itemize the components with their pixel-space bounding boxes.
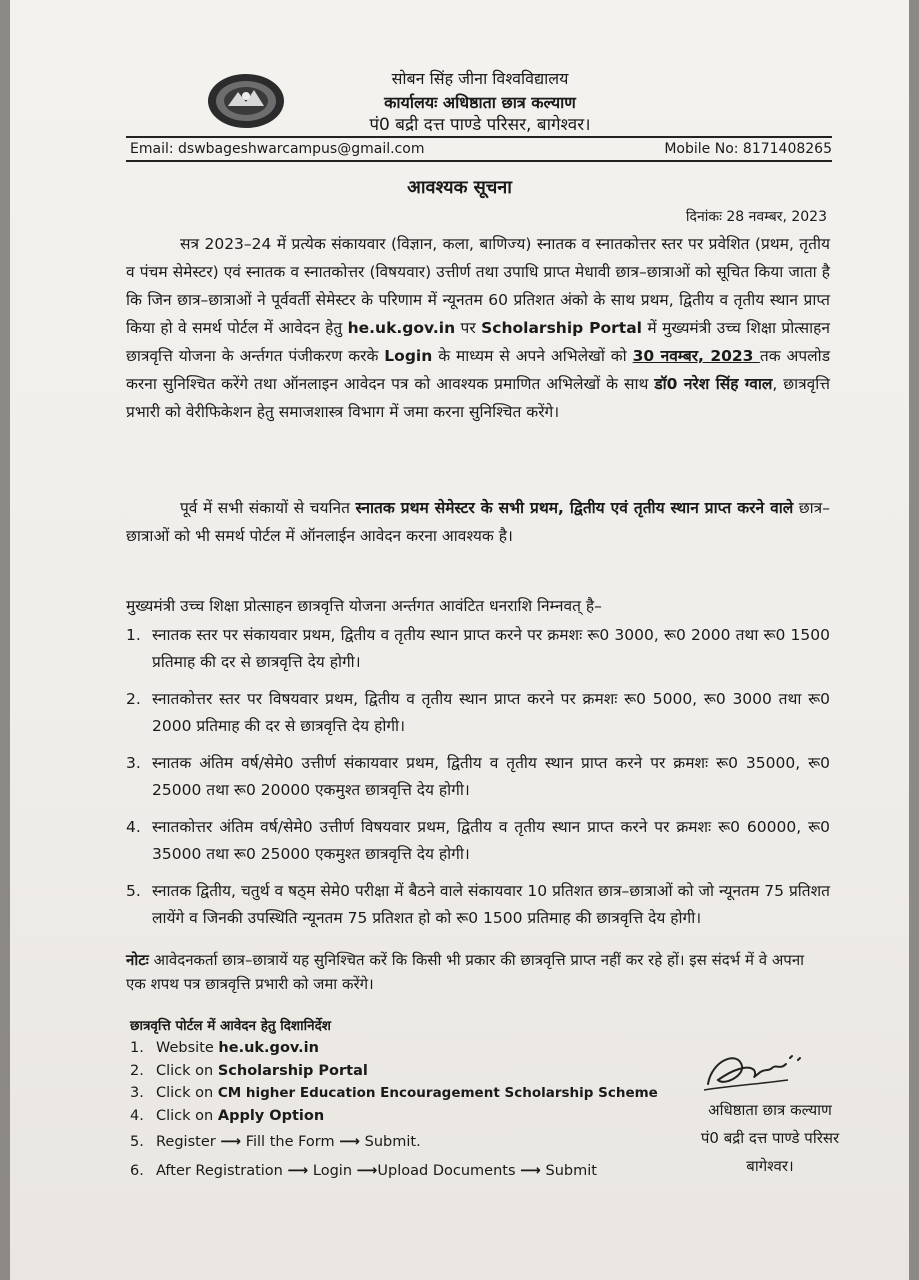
- list-item: 2. स्नातकोत्तर स्तर पर विषयवार प्रथम, द्वितीय व तृतीय स्थान प्राप्त करने पर क्रमशः रू0 5000, रू0 3000 तथा रू0 2000 प्रतिमाह की दर से छात्रवृत्ति देय होगी।: [126, 690, 830, 735]
- note-text: नोटः आवेदनकर्ता छात्र–छात्रायें यह सुनिश्चित करें कि किसी भी प्रकार की छात्रवृत्ति प्राप्त नहीं कर रहे हों। इस संदर्भ में वे अपना एक शपथ पत्र छात्रवृत्ति प्रभारी को जमा करेंगे।: [126, 951, 805, 993]
- portal-name: Scholarship Portal: [481, 319, 642, 337]
- list-item: 1. स्नातक स्तर पर संकायवार प्रथम, द्वितीय व तृतीय स्थान प्राप्त करने पर क्रमशः रू0 3000, रू0 2000 तथा रू0 1500 प्रतिमाह की दर से छात्रवृत्ति देय होगी।: [126, 626, 830, 671]
- list-item: 4. स्नातकोत्तर अंतिम वर्ष/सेमे0 उत्तीर्ण विषयवार प्रथम, द्वितीय व तृतीय स्थान प्राप्त करने पर क्रमशः रू0 60000, रू0 35000 तथा रू0 25000 एकमुश्त छात्रवृत्ति देय होगी।: [126, 818, 830, 863]
- arrow-icon: ⟶: [220, 1134, 242, 1150]
- guidelines-list: [130, 1037, 658, 1182]
- arrow-icon: ⟶: [339, 1134, 361, 1150]
- campus-name: पं0 बद्री दत्त पाण्डे परिसर, बागेश्वर।: [369, 115, 591, 135]
- deadline-date: 30 नवम्बर, 2023: [632, 347, 760, 365]
- mobile-text: Mobile No: 8171408265: [664, 141, 832, 157]
- notice-paragraph-2: पूर्व में सभी संकायों से चयनित स्नातक प्रथम सेमेस्टर के सभी प्रथम, द्वितीय एवं तृतीय स्थान प्राप्त करने वाले छात्र–छात्राओं को भी समर्थ पोर्टल में ऑनलाईन आवेदन करना आवश्यक है।: [126, 499, 830, 545]
- signature-block: [650, 1096, 890, 1180]
- guidelines-title: छात्रवृत्ति पोर्टल में आवेदन हेतु दिशानिर्देश: [130, 1018, 331, 1034]
- list-item: 6. After Registration ⟶ Login ⟶Upload Documents ⟶ Submit: [130, 1162, 597, 1179]
- header-rule-bottom: [126, 160, 832, 162]
- arrow-icon: ⟶: [356, 1162, 378, 1179]
- signatory-campus: पं0 बद्री दत्त पाण्डे परिसर: [700, 1129, 840, 1147]
- signature-mark: [698, 1040, 818, 1100]
- list-item: 3. स्नातक अंतिम वर्ष/सेमे0 उत्तीर्ण संकायवार प्रथम, द्वितीय व तृतीय स्थान प्राप्त करने पर क्रमशः रू0 35000, रू0 25000 तथा रू0 20000 एकमुश्त छात्रवृत्ति देय होगी।: [126, 754, 830, 799]
- university-logo: [206, 72, 286, 130]
- list-item: 3. Click on CM higher Education Encouragement Scholarship Scheme: [130, 1085, 658, 1101]
- list-item: 1. Website he.uk.gov.in: [130, 1040, 319, 1056]
- list-item: 4. Click on Apply Option: [130, 1107, 325, 1124]
- notice-date: दिनांकः 28 नवम्बर, 2023: [685, 209, 827, 225]
- arrow-icon: ⟶: [287, 1162, 309, 1179]
- list-item: 5. स्नातक द्वितीय, चतुर्थ व षठ्म सेमे0 परीक्षा में बैठने वाले संकायवार 10 प्रतिशत छात्र–छात्राओं को जो न्यूनतम 75 प्रतिशत लायेंगे व जिनकी उपस्थिति न्यूनतम 75 प्रतिशत हो को रू0 1500 प्रतिमाह की छात्रवृत्ति देय होगी।: [126, 882, 830, 927]
- notice-paragraph-1: सत्र 2023–24 में प्रत्येक संकायवार (विज्ञान, कला, बाणिज्य) स्नातक व स्नातकोत्तर स्तर पर प्रवेशित (प्रथम, तृतीय व पंचम सेमेस्टर) एवं स्नातक व स्नातकोत्तर (विषयवार) उत्तीर्ण तथा उपाधि प्राप्त मेधावी छात्र–छात्राओं को सूचित किया जाता है कि जिन छात्र–छात्राओं ने पूर्ववर्ती सेमेस्टर के परिणाम में न्यूनतम 60 प्रतिशत अंको के साथ प्रथम, द्वितीय व तृतीय स्थान प्राप्त किया हो वे समर्थ पोर्टल में आवेदन हेतु he.uk.gov.in पर Scholarship Portal में मुख्यमंत्री उच्च शिक्षा प्रोत्साहन छात्रवृत्ति योजना के अर्न्तगत पंजीकरण करके Login के माध्यम से अपने अभिलेखों को 30 नवम्बर, 2023 तक अपलोड करना सुनिश्चित करेंगे तथा ऑनलाइन आवेदन पत्र को आवश्यक प्रमाणित अभिलेखों के साथ डॉ0 नरेश सिंह ग्वाल, छात्रवृत्ति प्रभारी को वेरीफिकेशन हेतु समाजशास्त्र विभाग में जमा करना सुनिश्चित करेंगे।: [126, 235, 831, 421]
- arrow-icon: ⟶: [520, 1162, 541, 1179]
- signatory-place: बागेश्वर।: [746, 1157, 794, 1175]
- signatory-designation: अधिष्ठाता छात्र कल्याण: [708, 1101, 832, 1119]
- header-rule-top: [126, 136, 832, 138]
- amounts-list: [126, 622, 830, 932]
- office-name: कार्यालयः अधिष्ठाता छात्र कल्याण: [384, 93, 576, 112]
- notice-title: आवश्यक सूचना: [407, 177, 512, 198]
- incharge-name: डॉ0 नरेश सिंह ग्वाल: [654, 375, 773, 393]
- university-name: सोबन सिंह जीना विश्वविद्यालय: [391, 69, 569, 88]
- amounts-intro: मुख्यमंत्री उच्च शिक्षा प्रोत्साहन छात्रवृत्ति योजना अर्न्तगत आवंटित धनराशि निम्नवत् है–: [126, 597, 602, 615]
- website-link: he.uk.gov.in: [347, 319, 456, 337]
- email-text: Email: dswbageshwarcampus@gmail.com: [130, 141, 425, 157]
- list-item: 5. Register ⟶ Fill the Form ⟶ Submit.: [130, 1134, 421, 1150]
- list-item: 2. Click on Scholarship Portal: [130, 1062, 368, 1079]
